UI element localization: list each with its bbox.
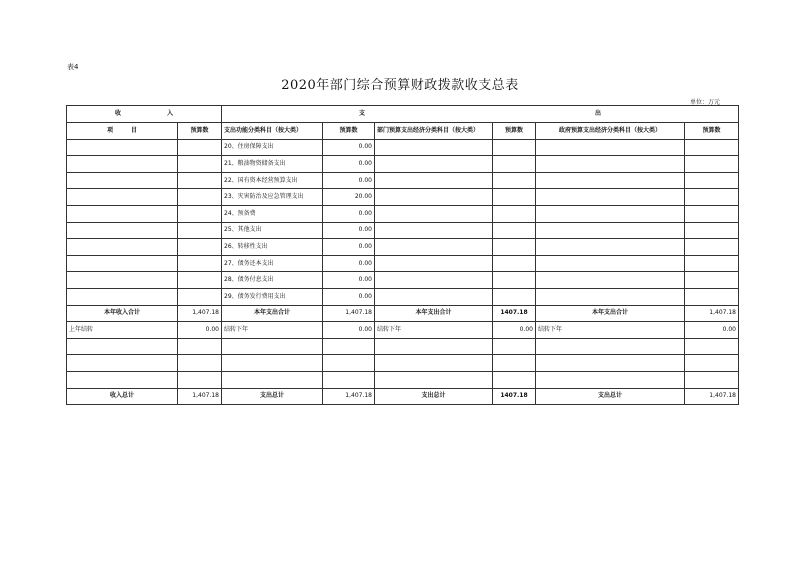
- dept-grand-total-label: 支出总计: [375, 388, 493, 405]
- function-amount: 0.00: [323, 222, 375, 239]
- gov-grand-total-value: 1,407.18: [685, 388, 739, 405]
- table-row: [67, 255, 739, 272]
- carryover-row: [67, 322, 739, 339]
- function-item: 20、住房保障支出: [222, 139, 323, 156]
- function-item: 27、债务还本支出: [222, 255, 323, 272]
- prev-year-carryover-value: 0.00: [178, 322, 222, 339]
- year-total-row: [67, 305, 739, 322]
- year-expense-total-value: 1,407.18: [323, 305, 375, 322]
- table-row: [67, 239, 739, 256]
- col-header-item-b: 目: [131, 126, 138, 134]
- table-row: [67, 371, 739, 388]
- budget-table: [66, 105, 739, 405]
- expense-section-label-b: 出: [595, 110, 602, 117]
- col-header-budget-1: 预算数: [178, 123, 222, 140]
- income-section-header: [67, 106, 222, 123]
- function-amount: 0.00: [323, 272, 375, 289]
- year-dept-total-label: 本年支出合计: [375, 305, 493, 322]
- table-row: [67, 288, 739, 305]
- function-amount: 0.00: [323, 205, 375, 222]
- expense-grand-total-value: 1,407.18: [323, 388, 375, 405]
- next-year-carryover-value: 0.00: [685, 322, 739, 339]
- expense-section-header: [222, 106, 739, 123]
- function-item: 25、其他支出: [222, 222, 323, 239]
- next-year-carryover-label: 结转下年: [536, 322, 685, 339]
- function-item: 22、国有资本经营预算支出: [222, 172, 323, 189]
- function-item: 29、债务发行费用支出: [222, 288, 323, 305]
- income-grand-total-label: 收入总计: [67, 388, 178, 405]
- next-year-carryover-label: 结转下年: [222, 322, 323, 339]
- year-dept-total-value: 1407.18: [493, 305, 536, 322]
- function-item: 21、粮油物资储备支出: [222, 156, 323, 173]
- expense-section-label-a: 支: [358, 110, 365, 117]
- function-amount: 0.00: [323, 239, 375, 256]
- section-header-row: [67, 106, 739, 123]
- function-amount: 20.00: [323, 189, 375, 206]
- col-header-budget-3: 预算数: [493, 123, 536, 140]
- next-year-carryover-label: 结转下年: [375, 322, 493, 339]
- function-item: 28、债务付息支出: [222, 272, 323, 289]
- prev-year-carryover-label: 上年结转: [67, 322, 178, 339]
- col-header-budget-4: 预算数: [685, 123, 739, 140]
- dept-grand-total-value: 1407.18: [493, 388, 536, 405]
- col-header-gov-econ-class: 政府预算支出经济分类科目（按大类）: [536, 123, 685, 140]
- function-amount: 0.00: [323, 156, 375, 173]
- table-row: [67, 272, 739, 289]
- year-income-total-label: 本年收入合计: [67, 305, 178, 322]
- function-amount: 0.00: [323, 288, 375, 305]
- year-gov-total-label: 本年支出合计: [536, 305, 685, 322]
- table-row: [67, 338, 739, 355]
- expense-grand-total-label: 支出总计: [222, 388, 323, 405]
- year-expense-total-label: 本年支出合计: [222, 305, 323, 322]
- grand-total-row: [67, 388, 739, 405]
- income-section-label-b: 入: [167, 110, 174, 117]
- page-title: 2020年部门综合预算财政拨款收支总表: [281, 78, 519, 93]
- table-row: [67, 355, 739, 372]
- gov-grand-total-label: 支出总计: [536, 388, 685, 405]
- income-section-label-a: 收: [114, 110, 121, 117]
- function-item: 26、转移性支出: [222, 239, 323, 256]
- year-gov-total-value: 1,407.18: [685, 305, 739, 322]
- table-row: [67, 205, 739, 222]
- function-amount: 0.00: [323, 172, 375, 189]
- col-header-item-a: 项: [106, 126, 113, 134]
- year-income-total-value: 1,407.18: [178, 305, 222, 322]
- unit-label: 单位：万元: [690, 99, 721, 106]
- function-amount: 0.00: [323, 255, 375, 272]
- table-row: [67, 222, 739, 239]
- function-amount: 0.00: [323, 139, 375, 156]
- function-item: 24、预备费: [222, 205, 323, 222]
- table-row: [67, 156, 739, 173]
- col-header-function-class: 支出功能分类科目（按大类）: [222, 123, 323, 140]
- table-row: [67, 139, 739, 156]
- function-item: 23、灾害防治及应急管理支出: [222, 189, 323, 206]
- col-header-dept-econ-class: 部门预算支出经济分类科目（按大类）: [375, 123, 493, 140]
- table-row: [67, 172, 739, 189]
- col-header-item: [67, 123, 178, 140]
- column-header-row: [67, 123, 739, 140]
- table-number: 表4: [67, 63, 79, 71]
- col-header-budget-2: 预算数: [323, 123, 375, 140]
- next-year-carryover-value: 0.00: [493, 322, 536, 339]
- table-row: [67, 189, 739, 206]
- next-year-carryover-value: 0.00: [323, 322, 375, 339]
- income-grand-total-value: 1,407.18: [178, 388, 222, 405]
